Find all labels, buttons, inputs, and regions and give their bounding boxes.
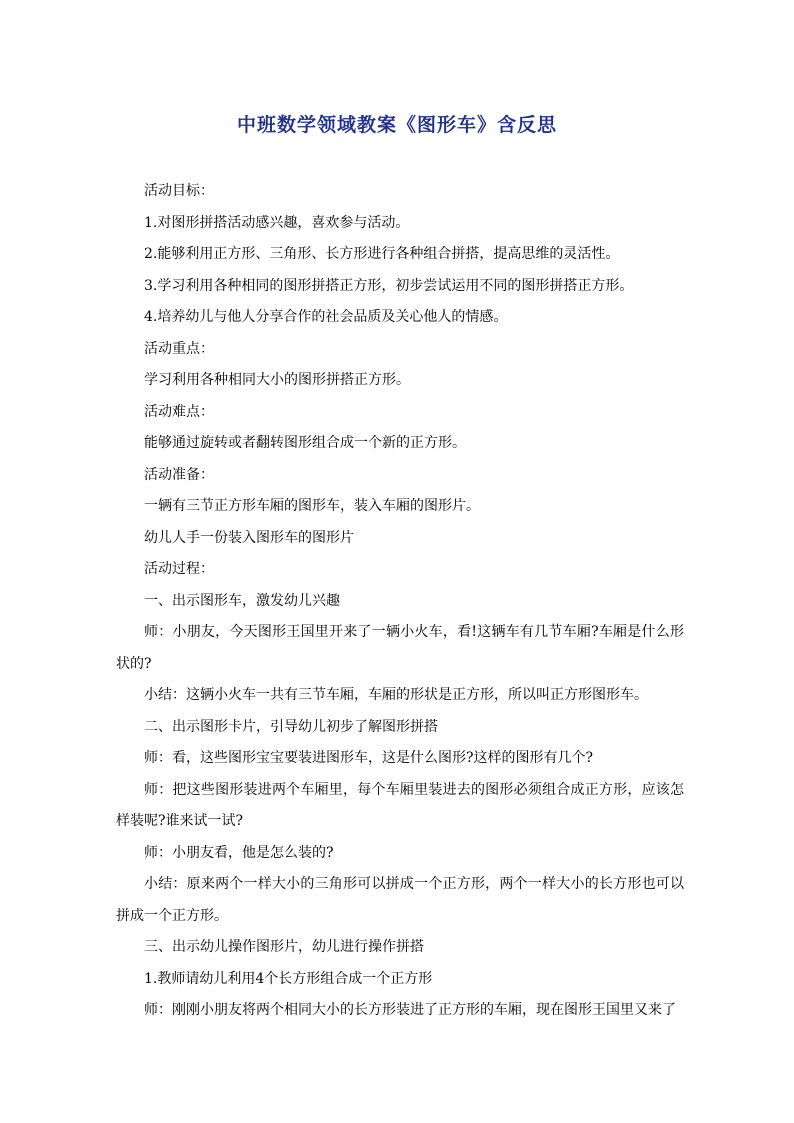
paragraph-teacher-question-4: 师：小朋友看，他是怎么装的?: [144, 844, 334, 861]
document-title: 中班数学领域教案《图形车》含反思: [236, 114, 557, 136]
paragraph-preparation-heading: 活动准备：: [144, 466, 214, 483]
paragraph-objective-2: 2.能够利用正方形、三角形、长方形进行各种组合拼搭，提高思维的灵活性。: [144, 246, 620, 262]
paragraph-preparation-1: 一辆有三节正方形车厢的图形车，装入车厢的图形片。: [144, 498, 480, 514]
paragraph-process-heading: 活动过程：: [144, 561, 214, 577]
paragraph-teacher-question-2: 师：看，这些图形宝宝要装进图形车，这是什么图形?这样的图形有几个?: [144, 750, 594, 766]
paragraph-objective-1: 1.对图形拼搭活动感兴趣，喜欢参与活动。: [144, 214, 410, 231]
document-body: [116, 176, 684, 1027]
paragraph-step-3-heading: 三、出示幼儿操作图形片，幼儿进行操作拼搭: [144, 939, 424, 955]
paragraph-key-points: 学习利用各种相同大小的图形拼搭正方形。: [144, 372, 410, 388]
paragraph-teacher-question-1: 师：小朋友，今天图形王国里开来了一辆小火车，看!这辆车有几节车厢?车厢是什么形状的?: [116, 624, 684, 672]
paragraph-teacher-question-3: 师：把这些图形装进两个车厢里，每个车厢里装进去的图形必须组合成正方形，应该怎样装呢?谁来试一试?: [116, 781, 684, 829]
paragraph-step-1-heading: 一、出示图形车，激发幼儿兴趣: [144, 592, 340, 609]
paragraph-preparation-2: 幼儿人手一份装入图形车的图形片: [144, 529, 354, 546]
paragraph-objectives-heading: 活动目标：: [144, 183, 214, 199]
paragraph-key-points-heading: 活动重点：: [144, 340, 214, 357]
paragraph-teacher-question-5: 师：刚刚小朋友将两个相同大小的长方形装进了正方形的车厢，现在图形王国里又来了: [144, 1002, 676, 1018]
paragraph-step-2-heading: 二、出示图形卡片，引导幼儿初步了解图形拼搭: [144, 718, 438, 735]
paragraph-objective-4: 4.培养幼儿与他人分享合作的社会品质及关心他人的情感。: [144, 309, 508, 325]
paragraph-step-3-task-1: 1.教师请幼儿利用4个长方形组合成一个正方形: [144, 970, 433, 987]
paragraph-difficulty: 能够通过旋转或者翻转图形组合成一个新的正方形。: [144, 435, 466, 451]
paragraph-summary-2: 小结：原来两个一样大小的三角形可以拼成一个正方形，两个一样大小的长方形也可以拼成一个正方形。: [116, 876, 684, 924]
paragraph-objective-3: 3.学习利用各种相同的图形拼搭正方形，初步尝试运用不同的图形拼搭正方形。: [144, 277, 634, 294]
paragraph-difficulty-heading: 活动难点：: [144, 403, 214, 420]
paragraph-summary-1: 小结：这辆小火车一共有三节车厢，车厢的形状是正方形，所以叫正方形图形车。: [144, 687, 648, 703]
